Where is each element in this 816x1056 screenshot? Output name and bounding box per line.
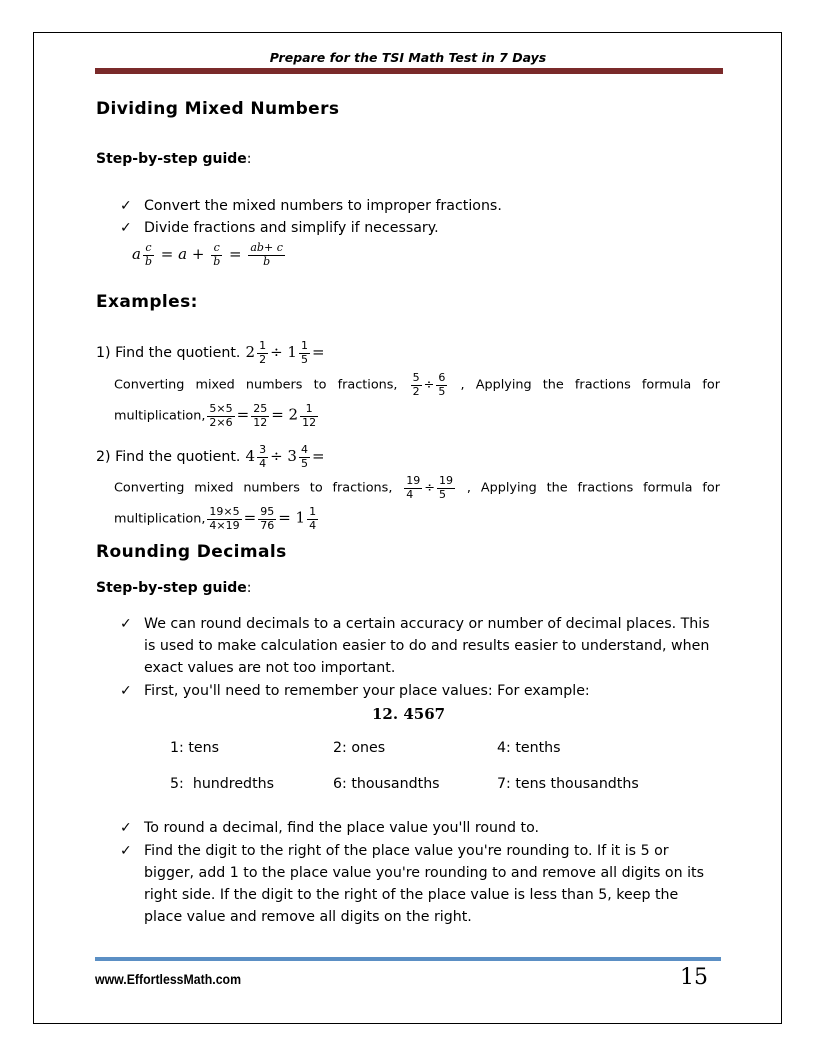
example-2-step-1: Converting mixed numbers to fractions, $\frac{19}{4}$ ÷ $\frac{19}{5}$ , Applying the fractions formula for	[114, 474, 720, 501]
place-value-ones: 2: ones	[333, 740, 386, 756]
bullet-rule-line3: right side. If the digit to the right of the place value is less than 5, keep the	[144, 887, 679, 903]
bullet-rule: Find the digit to the right of the place value you're rounding to. If it is 5 or	[144, 843, 669, 859]
bullet-round-1: We can round decimals to a certain accuracy or number of decimal places. This	[144, 616, 710, 632]
mixed-number-formula: a $\frac{c}{b}$ = a + $\frac{c}{b}$ = $\frac{ab+ c}{b}$	[132, 241, 283, 268]
example-2-question: 2) Find the quotient. 4 $\frac{3}{4}$ ÷ 3 $\frac{4}{5}$ =	[96, 443, 325, 470]
section-title-dividing: Dividing Mixed Numbers	[96, 99, 340, 119]
header-title: Prepare for the TSI Math Test in 7 Days	[269, 50, 547, 65]
check-icon: ✓	[120, 198, 132, 214]
place-value-thousandths: 6: thousandths	[333, 776, 440, 792]
check-icon: ✓	[120, 616, 132, 632]
bullet-rule-line2: bigger, add 1 to the place value you're rounding to and remove all digits on its	[144, 865, 705, 881]
check-icon: ✓	[120, 220, 132, 236]
page-number: 15	[680, 965, 708, 990]
footer-rule	[95, 957, 721, 961]
bullet-divide: Divide fractions and simplify if necessary.	[144, 220, 439, 236]
example-2-step-2: multiplication, $\frac{19\times 5}{4\times 19}$ = $\frac{95}{76}$ = 1 $\frac{1}{4}$	[114, 505, 317, 532]
example-1-step-2: multiplication, $\frac{5\times 5}{2\times 6}$ = $\frac{25}{12}$ = 2 $\frac{1}{12}$	[114, 402, 317, 429]
example-1-question: 1) Find the quotient. 2 $\frac{1}{2}$ ÷ 1 $\frac{1}{5}$ =	[96, 339, 325, 366]
example-1-step-1: Converting mixed numbers to fractions, $\frac{5}{2}$ ÷ $\frac{6}{5}$ , Applying the fractions formula for	[114, 371, 720, 398]
guide-label-2: Step-by-step guide:	[96, 580, 252, 596]
bullet-round-1-line2: is used to make calculation easier to do and results easier to understand, when	[144, 638, 710, 654]
section-title-rounding: Rounding Decimals	[96, 542, 287, 562]
place-value-hundredths: 5: hundredths	[170, 776, 275, 792]
check-icon: ✓	[120, 683, 132, 699]
place-value-tens: 1: tens	[170, 740, 219, 756]
check-icon: ✓	[120, 843, 132, 859]
examples-title: Examples:	[96, 292, 198, 312]
bullet-rule-line4: place value and remove all digits on the right.	[144, 909, 472, 925]
bullet-round-to: To round a decimal, find the place value you'll round to.	[144, 820, 540, 836]
place-value-tenths: 4: tenths	[497, 740, 561, 756]
example-number: 12. 4567	[372, 705, 446, 723]
place-value-ten-thousandths: 7: tens thousandths	[497, 776, 639, 792]
guide-label-1: Step-by-step guide:	[96, 151, 252, 167]
footer-website-link[interactable]: www.EffortlessMath.com	[95, 971, 242, 987]
check-icon: ✓	[120, 820, 132, 836]
bullet-round-1-line3: exact values are not too important.	[144, 660, 396, 676]
header-rule	[95, 68, 723, 74]
bullet-convert: Convert the mixed numbers to improper fractions.	[144, 198, 502, 214]
bullet-place-values: First, you'll need to remember your place values: For example:	[144, 683, 590, 699]
